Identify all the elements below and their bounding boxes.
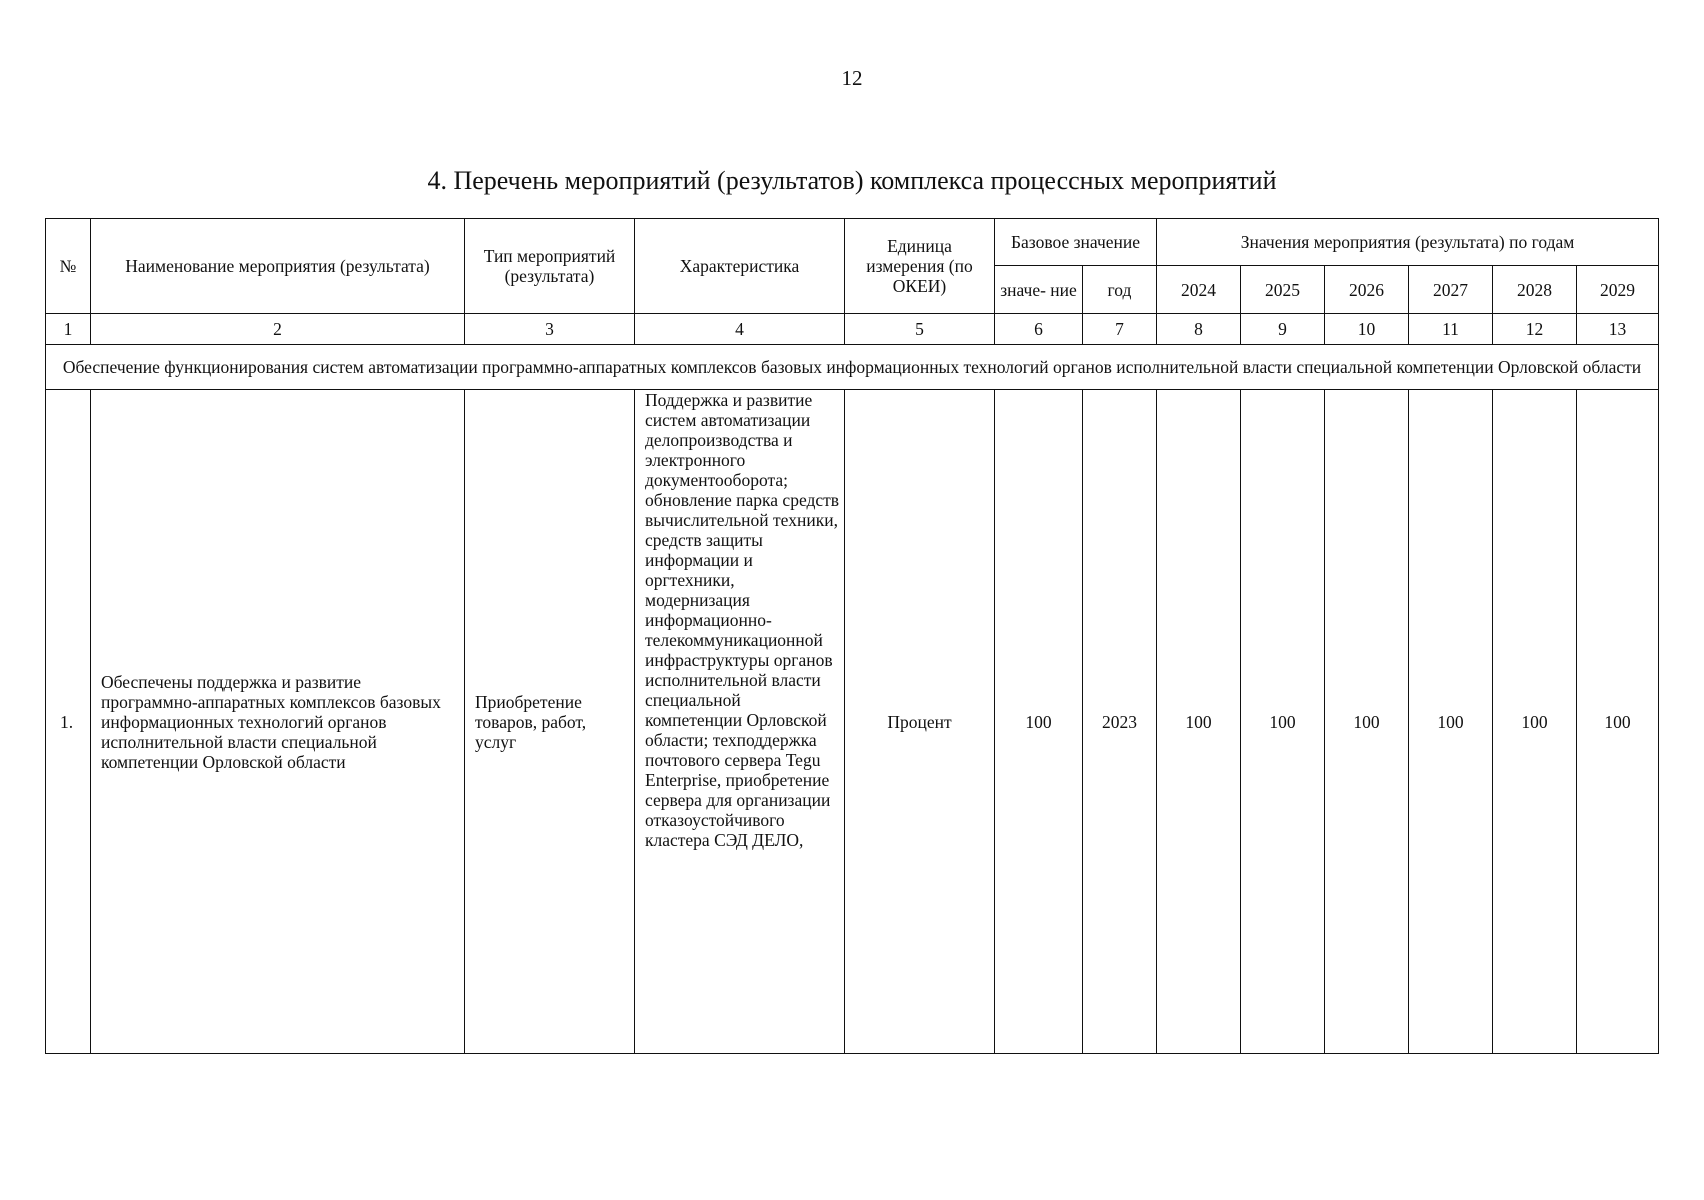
column-number: 2 [91, 314, 465, 345]
header-base-year: год [1083, 266, 1157, 314]
row-name: Обеспечены поддержка и развитие программно-аппаратных комплексов базовых информационных технологий органов исполнительной власти специальной компетенции Орловской области [91, 390, 465, 1054]
row-value-2026: 100 [1325, 390, 1409, 1054]
header-unit: Единица измерения (по ОКЕИ) [845, 219, 995, 314]
row-characteristic: Поддержка и развитие систем автоматизации делопроизводства и электронного документооборота; обновление парка средств вычислительной техники, средств защиты информации и оргтехники, модернизация информационно-телекоммуникационной инфраструктуры органов исполнительной власти специальной компетенции Орловской области; техподдержка почтового сервера Tegu Enterprise, приобретение сервера для организации отказоустойчивого кластера СЭД ДЕЛО, [645, 390, 840, 850]
row-value-2028: 100 [1493, 390, 1577, 1054]
row-value-2029: 100 [1577, 390, 1659, 1054]
header-base-group: Базовое значение [995, 219, 1157, 266]
header-year: 2027 [1409, 266, 1493, 314]
row-base-year: 2023 [1083, 390, 1157, 1054]
header-type: Тип мероприятий (результата) [465, 219, 635, 314]
measures-table [45, 218, 1659, 1054]
header-num: № [46, 219, 91, 314]
page-number: 12 [841, 66, 863, 90]
row-number: 1. [46, 390, 91, 1054]
column-number: 3 [465, 314, 635, 345]
column-number: 7 [1083, 314, 1157, 345]
header-base-value: значе- ние [995, 266, 1083, 314]
row-value-2027: 100 [1409, 390, 1493, 1054]
column-number: 5 [845, 314, 995, 345]
section-row [46, 345, 1659, 390]
column-number: 11 [1409, 314, 1493, 345]
row-type: Приобретение товаров, работ, услуг [465, 390, 635, 1054]
table-row [46, 390, 1659, 1054]
section-title: Обеспечение функционирования систем автоматизации программно-аппаратных комплексов базовых информационных технологий органов исполнительной власти специальной компетенции Орловской области [46, 345, 1659, 390]
header-year: 2025 [1241, 266, 1325, 314]
column-number: 9 [1241, 314, 1325, 345]
header-years-group: Значения мероприятия (результата) по годам [1157, 219, 1659, 266]
row-unit: Процент [845, 390, 995, 1054]
column-number: 10 [1325, 314, 1409, 345]
header-year: 2029 [1577, 266, 1659, 314]
row-value-2025: 100 [1241, 390, 1325, 1054]
header-year: 2026 [1325, 266, 1409, 314]
header-characteristic: Характеристика [635, 219, 845, 314]
column-number-row [46, 314, 1659, 345]
column-number: 12 [1493, 314, 1577, 345]
header-year: 2028 [1493, 266, 1577, 314]
row-base-value: 100 [995, 390, 1083, 1054]
column-number: 13 [1577, 314, 1659, 345]
column-number: 8 [1157, 314, 1241, 345]
column-number: 1 [46, 314, 91, 345]
header-name: Наименование мероприятия (результата) [91, 219, 465, 314]
header-year: 2024 [1157, 266, 1241, 314]
document-title: 4. Перечень мероприятий (результатов) комплекса процессных мероприятий [427, 166, 1277, 195]
column-number: 4 [635, 314, 845, 345]
row-value-2024: 100 [1157, 390, 1241, 1054]
column-number: 6 [995, 314, 1083, 345]
